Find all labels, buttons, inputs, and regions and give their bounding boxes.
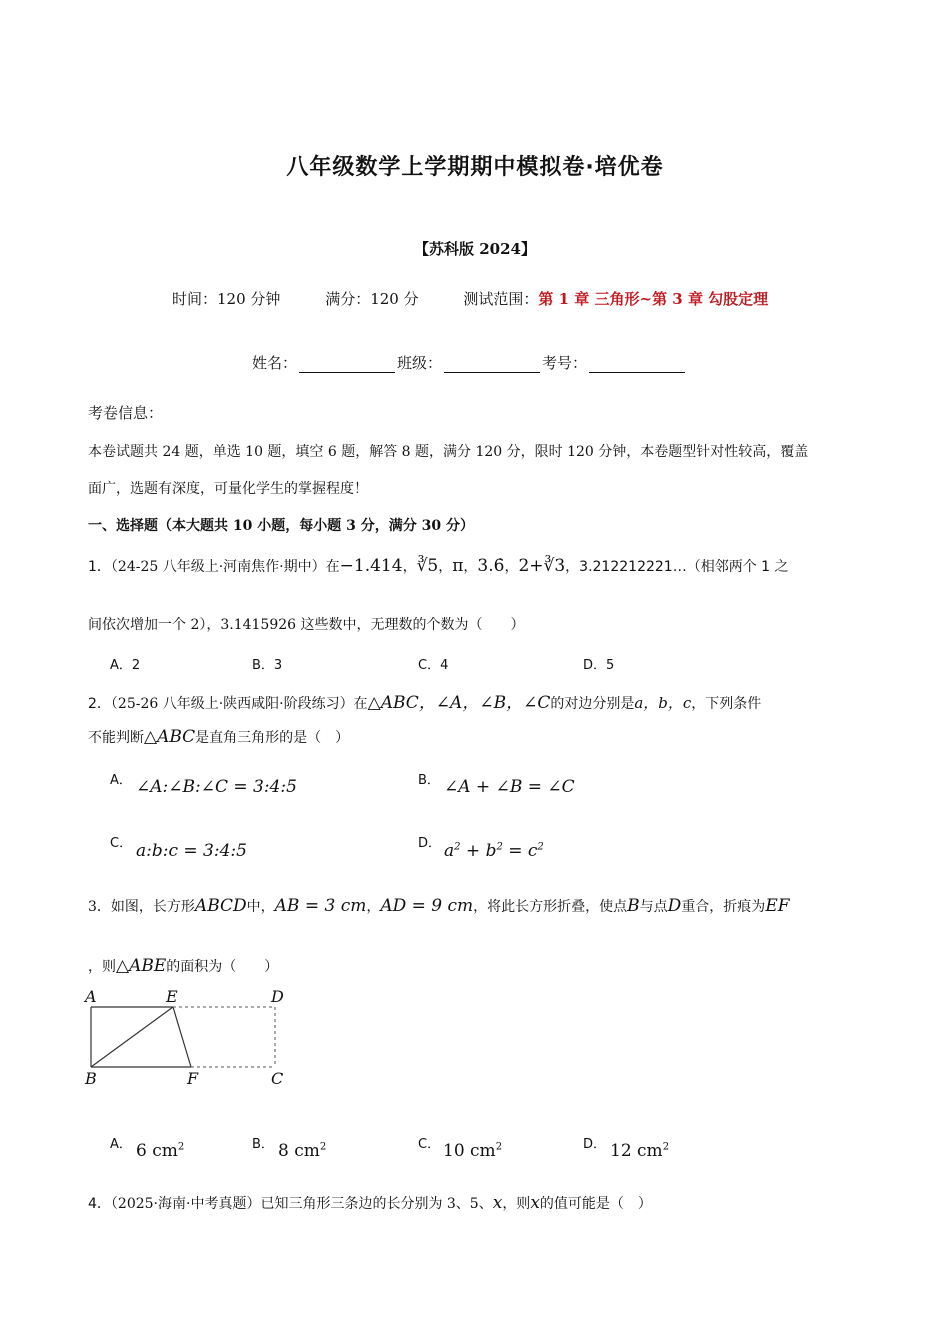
- label-b: B: [85, 1069, 97, 1088]
- q3-b-val: 8 cm: [278, 1141, 320, 1161]
- scope-value: 第 1 章 三角形~第 3 章 勾股定理: [538, 290, 769, 308]
- q2-d-a: a: [444, 841, 455, 861]
- q4-source: （2025·海南·中考真题）已知三角形三条边的长分别为 3、5、: [110, 1196, 493, 1212]
- q2-triangle-2: △ABC: [144, 727, 196, 747]
- q2-angles: ，∠A，∠B，∠C: [418, 693, 551, 713]
- q2-label-d[interactable]: D．: [418, 836, 442, 851]
- q3-ef: EF: [765, 896, 790, 916]
- q3-ad: AD = 9 cm: [380, 896, 474, 916]
- exam-no-blank[interactable]: [589, 356, 685, 373]
- q1-option-d[interactable]: D．5: [583, 658, 615, 673]
- info-line-1: 本卷试题共 24 题，单选 10 题，填空 6 题，解答 8 题，满分 120 分，限时 120 分钟，本卷题型针对性较高，覆盖: [88, 444, 809, 460]
- q3-label-a[interactable]: A．: [110, 1137, 132, 1152]
- q2-label-a[interactable]: A．: [110, 773, 132, 788]
- q3-t4: 重合，折痕为: [681, 899, 766, 915]
- class-blank[interactable]: [444, 356, 540, 373]
- label-e: E: [166, 987, 178, 1006]
- q2-label-b[interactable]: B．: [418, 773, 440, 788]
- q2-line-2b: 是直角三角形的是（ ）: [195, 730, 350, 746]
- q2-option-d[interactable]: [444, 841, 544, 861]
- page-title: 八年级数学上学期期中模拟卷·培优卷: [286, 155, 664, 180]
- question-1: 1．（24-25 八年级上·河南焦作·期中）在−1.414，∛5，π，3.6̇，2+∛3，3.212212221…（相邻两个 1 之: [88, 556, 789, 576]
- q1-tail: 3.212212221…（相邻两个 1 之: [579, 559, 789, 575]
- q2-line-2a: 不能判断: [88, 730, 144, 746]
- q3-figure: [80, 985, 300, 1090]
- label-c: C: [271, 1069, 284, 1088]
- score-info: 满分：120 分: [325, 290, 419, 308]
- q1-m2: ∛5: [416, 556, 439, 576]
- q3-t2: ，将此长方形折叠，使点: [473, 899, 628, 915]
- q1-m4: 3.6̇: [477, 556, 505, 576]
- q3-t3: 与点: [639, 899, 668, 915]
- q3-a-sup: 2: [177, 1141, 185, 1153]
- q3-option-b[interactable]: [278, 1141, 326, 1161]
- q3-line-2b: 的面积为（ ）: [166, 959, 279, 975]
- q1-source: （24-25 八年级上·河南焦作·期中）在: [110, 559, 340, 575]
- q3-number: 3．如图，长方形: [88, 899, 195, 915]
- q3-ab: AB = 3 cm: [274, 896, 367, 916]
- q1-m1: −1.414: [339, 556, 403, 576]
- q4-t1: ，则: [502, 1196, 531, 1212]
- label-d: D: [271, 987, 284, 1006]
- q1-m5: 2+∛3: [518, 556, 566, 576]
- q3-comma: ，: [366, 899, 381, 915]
- section-heading: 一、选择题（本大题共 10 小题，每小题 3 分，满分 30 分）: [88, 518, 474, 534]
- name-blank[interactable]: [299, 356, 395, 373]
- q2-source: （25-26 八年级上·陕西咸阳·阶段练习）在: [110, 696, 368, 712]
- q2-sides: a，b，c: [634, 694, 692, 712]
- q3-b: B: [627, 896, 640, 916]
- q2-option-b[interactable]: ∠A + ∠B = ∠C: [444, 777, 575, 797]
- info-heading: 考卷信息：: [88, 404, 164, 422]
- q2-number: 2．: [88, 696, 111, 712]
- time-info: 时间：120 分钟: [172, 290, 281, 308]
- scope-label: 测试范围：: [463, 290, 539, 308]
- q3-triangle: △ABE: [116, 956, 167, 976]
- q4-x-2: x: [530, 1193, 540, 1213]
- edition-label: 【苏科版 2024】: [414, 240, 536, 258]
- q3-label-c[interactable]: C．: [418, 1137, 441, 1152]
- q2-mid: 的对边分别是: [550, 696, 635, 712]
- q1-number: 1．: [88, 559, 111, 575]
- question-4: [88, 1193, 652, 1213]
- q2-option-a[interactable]: ∠A:∠B:∠C = 3:4:5: [136, 777, 297, 797]
- q2-d-sup3: 2: [537, 841, 544, 853]
- q2-line-2: [88, 727, 349, 747]
- label-a: A: [85, 987, 97, 1006]
- q2-d-b: + b: [460, 841, 497, 861]
- exam-no-label: 考号：: [542, 354, 588, 372]
- q3-label-d[interactable]: D．: [583, 1137, 607, 1152]
- q1-line-2: 间依次增加一个 2），3.1415926 这些数中，无理数的个数为（ ）: [88, 617, 525, 633]
- q4-number: 4．: [88, 1196, 111, 1212]
- q3-a-val: 6 cm: [136, 1141, 178, 1161]
- q2-d-sup2: 2: [496, 841, 503, 853]
- q1-option-b[interactable]: B．3: [252, 658, 283, 673]
- q2-end: ，下列条件: [691, 696, 762, 712]
- q3-d: D: [667, 896, 682, 916]
- exam-meta: [172, 288, 768, 309]
- student-fields: [252, 352, 687, 373]
- info-line-2: 面广，选题有深度，可量化学生的掌握程度！: [88, 481, 368, 497]
- q1-m3: π: [452, 556, 464, 576]
- q4-x: x: [492, 1193, 503, 1213]
- q2-d-sup1: 2: [454, 841, 461, 853]
- class-label: 班级：: [397, 354, 443, 372]
- q3-d-sup: 2: [662, 1141, 670, 1153]
- q3-c-sup: 2: [495, 1141, 503, 1153]
- q3-b-sup: 2: [319, 1141, 327, 1153]
- q3-option-a[interactable]: [136, 1141, 184, 1161]
- q1-option-c[interactable]: C．4: [418, 658, 449, 673]
- q3-label-b[interactable]: B．: [252, 1137, 274, 1152]
- name-label: 姓名：: [252, 354, 298, 372]
- q1-option-a[interactable]: A．2: [110, 658, 141, 673]
- q3-c-val: 10 cm: [443, 1141, 496, 1161]
- q3-option-c[interactable]: [443, 1141, 502, 1161]
- q2-triangle: △ABC: [367, 693, 419, 713]
- q2-d-c: = c: [502, 841, 538, 861]
- q2-option-c[interactable]: a:b:c = 3:4:5: [136, 841, 247, 861]
- label-f: F: [187, 1069, 199, 1088]
- q2-label-c[interactable]: C．: [110, 836, 133, 851]
- q4-t2: 的值可能是（ ）: [539, 1196, 652, 1212]
- q3-d-val: 12 cm: [610, 1141, 663, 1161]
- question-3: [88, 896, 790, 916]
- q3-t1: 中，: [246, 899, 275, 915]
- question-2: [88, 688, 761, 713]
- q3-option-d[interactable]: [610, 1141, 669, 1161]
- q3-line-2a: ，则: [88, 959, 116, 975]
- q3-rect: ABCD: [194, 896, 247, 916]
- q3-line-2: [88, 956, 278, 976]
